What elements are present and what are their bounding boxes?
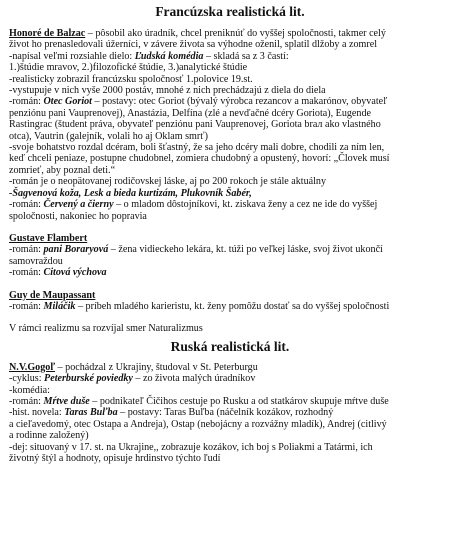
work-title: pani Boraryová (43, 244, 109, 256)
balzac-line-16: -román: Červený a čierny – o mladom dôstojníkovi, kt. ziskava ženy a cez ne ide do vyššej (9, 199, 378, 211)
gogol-line-9: životný štýl a hodnoty, opisuje hrdinstvo týchto ľudí (9, 453, 221, 464)
flaubert-line-2: samovraždou (9, 255, 63, 267)
author-name-balzac: Honoré de Balzac (9, 28, 86, 39)
balzac-line-10: otca), Vautrin (galejník, volali ho aj Oklam smrť) (9, 130, 208, 142)
balzac-line-5: -realisticky zobrazil francúzsku spoločnosť 1.polovice 19.st. (9, 73, 253, 85)
balzac-line-1: Honoré de Balzac – pôsobil ako úradník, chcel preniknúť do vyššej spoločnosti, takmer celý (9, 28, 386, 39)
work-title: Taras Buľba (64, 407, 118, 419)
work-title: Otec Goriot (43, 96, 92, 108)
flaubert-line-1: -román: pani Boraryová – žena vidieckeho lekára, kt. túži po veľkej láske, svoj život ukončí (9, 244, 383, 256)
author-name-maupassant: Guy de Maupassant (9, 289, 96, 301)
gogol-line-1: N.V.Gogoľ – pochádzal z Ukrajiny, študoval v St. Peterburgu (9, 361, 258, 373)
maupassant-line-1: -román: Miláčik – príbeh mladého karieristu, kt. ženy pomôžu dostať sa do vyššej spoločnosti (9, 300, 390, 312)
work-title: Miláčik (43, 300, 76, 312)
work-title: Citová výchova (43, 267, 107, 279)
author-name-flaubert: Gustave Flambert (9, 232, 88, 244)
gogol-line-2: -cyklus: Peterburské poviedky – zo života malých úradníkov (9, 373, 256, 385)
heading-french-realism: Francúzska realistická lit. (155, 4, 305, 19)
heading-russian-realism: Ruská realistická lit. (170, 338, 290, 354)
section-maupassant (9, 290, 451, 313)
work-title: Červený a čierny (43, 199, 114, 211)
balzac-line-15: -Šagvenová koža, Lesk a bieda kurtizám, Plukovník Šabér, (9, 187, 252, 199)
balzac-line-11: -svoje bohatstvo rozdal dcéram, boli šťastný, že sa jeho dcéry mali dobre, chodili za ním len, (9, 142, 385, 154)
gogol-line-7: a rodinne založený) (9, 430, 89, 442)
gogol-line-3: -komédia: (9, 384, 50, 396)
gogol-line-5: -hist. novela: Taras Buľba – postavy: Taras Buľba (náčelník kozákov, rozhodný (9, 407, 334, 419)
balzac-line-14: -román je o neopätovanej rodičovskej láske, aj po 200 rokoch je stále aktuálny (9, 176, 327, 188)
balzac-line-4: 1.)štúdie mravov, 2.)filozofické štúdie, 3.)analytické štúdie (9, 62, 248, 74)
gogol-line-4: -román: Mŕtve duše – podnikateľ Čičihos cestuje po Rusku a od statkárov skupuje mŕtve duše (9, 395, 389, 407)
naturalism-line: V rámci realizmu sa rozvíjal smer Naturalizmus (9, 323, 203, 335)
balzac-line-12: keď chceli peniaze, postupne chudobnel, zomiera chudobný a opustený, hovorí: „Človek musí (9, 153, 390, 165)
section-balzac (9, 28, 451, 222)
balzac-line-9: Rastingrac (študent práva, obyvateľ penziónu pani Vauprenovej, Goriota brал ako vlastného (9, 119, 381, 131)
work-title: Mŕtve duše (43, 395, 90, 407)
author-name-gogol: N.V.Gogoľ (9, 361, 56, 373)
balzac-line-8: penziónu pani Vauprenovej), Anastázia, Delfína (zlé a nevďačné dcéry Goriota), Eugende (9, 107, 371, 119)
naturalism-note (9, 323, 451, 334)
balzac-line-2: život ho prenasledovali úžerníci, v závere života sa výhodne oženil, splatil dlžoby a zomrel (9, 39, 378, 51)
balzac-line-17: spoločnosti, nakoniec ho popravia (9, 210, 147, 222)
balzac-line-6: -vystupuje v nich vyše 2000 postáv, mnohé z nich prechádzajú z diela do diela (9, 85, 326, 97)
balzac-line-13: zomrieť, aby poznal deti.“ (9, 164, 116, 176)
work-title: Ľudská komédia (134, 50, 204, 62)
balzac-line-7: -román: Otec Goriot – postavy: otec Goriot (bývalý výrobca rezancov a makarónov, obyvateľ (9, 96, 388, 108)
gogol-line-8: -dej: situovaný v 17. st. na Ukrajine,, zobrazuje kozákov, ich boj s Poliakmi a Tatármi, ich (9, 441, 373, 453)
balzac-line-3: -napísal veľmi rozsiahle dielo: Ľudská komédia – skladá sa z 3 častí: (9, 50, 289, 62)
flaubert-line-3: -román: Citová výchova (9, 267, 107, 279)
section-gogol (9, 362, 451, 465)
gogol-line-6: a cieľavedomý, otec Ostapa a Andreja), Ostap (nebojácny a rozvážny mladík), Andrej (citlivý (9, 418, 387, 430)
section-flaubert (9, 233, 451, 279)
work-title: Peterburské poviedky (44, 373, 133, 385)
